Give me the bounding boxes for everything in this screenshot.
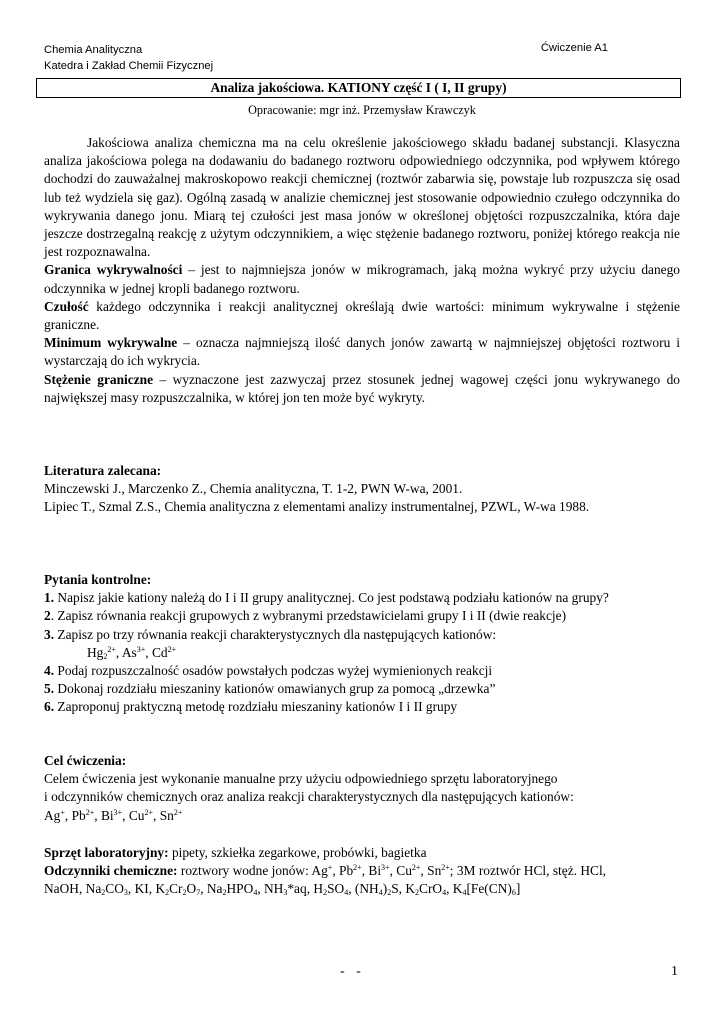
question-item (44, 589, 680, 607)
question-number: 4. (44, 663, 55, 679)
literature-section (44, 462, 680, 517)
ion-formula: $Cd^{2+}$ (151, 644, 177, 660)
definition-text: – wyznaczone jest zazwyczaj przez stosunek jednej wagowej części jonu wykrywanego do największej masy rozpuszczalnika, w której jon ten może być wykryty. (44, 371, 681, 405)
question-number: 5. (44, 681, 55, 697)
goal-section (44, 752, 680, 825)
ion-formula: $Cu^{2+}$ (396, 863, 421, 879)
definition-text: każdego odczynnika i reakcji analitycznej określają dwie wartości: minimum wykrywalne i stężenie graniczne. (44, 298, 680, 333)
literature-item: Lipiec T., Szmal Z.S., Chemia analityczna z elementami analizy instrumentalnej, PZWL, W-wa 1988. (44, 499, 590, 515)
question-ions: $Hg_2^{2+}$, $As^{3+}$, $Cd^{2+}$ (87, 644, 177, 661)
definition-text: – jest to najmniejsza jonów w mikrogramach, jaką można wykryć przy użyciu danego odczynnika w jednej kropli badanego roztworu. (44, 262, 680, 296)
ion-formula: $Hg_2^{2+}$ (87, 644, 116, 661)
definition-text: – oznacza najmniejszą ilość danych jonów zawartą w najmniejszej objętości roztworu i wystarczają do ich wykrycia. (44, 335, 680, 369)
definition-term: Stężenie graniczne (44, 371, 154, 387)
goal-heading: Cel ćwiczenia: (44, 753, 127, 768)
question-number: 1. (44, 590, 55, 606)
definition-limit-concentration (44, 371, 680, 407)
ion-formula: $Pb^{2+}$ (71, 807, 95, 823)
question-text: Napisz jakie kationy należą do I i II grupy analitycznej. Co jest podstawą podziału kationów na grupy? (54, 590, 609, 606)
reagent-formula: KI (134, 881, 149, 897)
definition-minimum (44, 334, 680, 370)
ion-formula: $As^{3+}$ (121, 644, 146, 660)
header-left (44, 42, 213, 74)
course-name: Chemia Analityczna (44, 44, 143, 56)
ion-formula: $Sn^{2+}$ (159, 807, 183, 823)
reagents-text-b: ; 3M roztwór HCl, stęż. HCl, (449, 863, 607, 879)
question-text: Dokonaj rozdziału mieszaniny kationów omawianych grup za pomocą „drzewka” (54, 681, 496, 697)
reagent-formula: $H_2SO_4$ (313, 881, 349, 898)
literature-heading: Literatura zalecana: (44, 463, 162, 478)
equipment-line (44, 844, 680, 862)
ion-formula: Ag+ (311, 863, 333, 879)
reagents-text: roztwory wodne jonów: (177, 863, 312, 879)
reagent-formula: $NH_3*aq$ (264, 881, 307, 898)
reagent-formula: NaOH (44, 881, 79, 897)
literature-item: Minczewski J., Marczenko Z., Chemia analityczna, T. 1-2, PWN W-wa, 2001. (44, 481, 463, 497)
question-number: 3. (44, 626, 55, 642)
definition-sensitivity (44, 298, 680, 334)
question-text: Zapisz po trzy równania reakcji charakterystycznych dla następujących kationów: (54, 626, 497, 642)
question-item (44, 626, 680, 644)
definition-term: Minimum wykrywalne (44, 335, 178, 351)
intro-paragraph: Jakościowa analiza chemiczna ma na celu określenie jakościowego składu badanej substancji. Klasyczna analiza jakościowa polega na dodawaniu do badanego roztworu odpowiedniego odczynnika, pod wpływem którego dochodzi do zauważalnej makroskopowo reakcji chemicznej (roztwór zabarwia się, powstaje lub rozpuszcza się osad lub też wydziela się gaz). Ogólną zasadą w analizie chemicznej jest stosowanie odpowiednio czułego odczynnika do wykrywania danego jonu. Miarą tej czułości jest masa jonów w określonej objętości rozpuszczalnika, która daje jeszcze dostrzegalną reakcję z użytym odczynnikiem, a więc stężenie badanego roztworu, poniżej którego reakcja nie jest rozpoznawalna. (44, 135, 680, 260)
equipment-label: Sprzęt laboratoryjny: (44, 845, 169, 860)
ion-formula: $Bi^{3+}$ (368, 863, 390, 879)
ion-formula: $Bi^{3+}$ (100, 807, 123, 823)
definition-term: Czułość (44, 298, 89, 314)
ion-formula: $Pb^{2+}$ (339, 863, 362, 879)
footer-marker: - - (340, 964, 365, 979)
goal-line: i odczynników chemicznych oraz analiza reakcji charakterystycznych dla następujących kationów: (44, 789, 574, 805)
goal-ions: Ag+, $Pb^{2+}$, $Bi^{3+}$, $Cu^{2+}$, $Sn^{2+}$ (44, 807, 183, 823)
question-text: . Zapisz równania reakcji grupowych z wybranymi przedstawicielami grupy I i II (dwie reakcje) (50, 608, 567, 624)
reagent-formula: $Na_2CO_3$ (85, 881, 128, 898)
question-text: Zaproponuj praktyczną metodę rozdziału mieszaniny kationów I i II grupy (54, 699, 458, 715)
reagents-label: Odczynniki chemiczne: (44, 863, 178, 879)
page-number: 1 (671, 964, 678, 979)
question-number: 6. (44, 699, 55, 715)
document-title: Analiza jakościowa. KATIONY część I ( I, II grupy) (36, 78, 681, 98)
reagent-formulas: NaOH, $Na_2CO_3$, KI, $K_2Cr_2O_7$, $Na_2HPO_4$, $NH_3*aq$, $H_2SO_4$, $(NH_4)_2S$, $K_2CrO_4$, $K_4[Fe(CN)_6]$ (44, 881, 521, 898)
questions-heading: Pytania kontrolne: (44, 572, 152, 587)
question-text: Podaj rozpuszczalność osadów powstałych podczas wyżej wymienionych reakcji (54, 663, 493, 679)
definition-detection-limit (44, 261, 680, 297)
reagent-formula: $Na_2HPO_4$ (206, 881, 258, 898)
question-item (44, 662, 680, 680)
definition-term: Granica wykrywalności (44, 262, 183, 278)
reagent-formula: $K_4[Fe(CN)_6]$ (452, 881, 521, 898)
question-number: 2 (44, 608, 51, 624)
ion-formula: Ag+ (44, 807, 65, 823)
department-name: Katedra i Zakład Chemii Fizycznej (44, 60, 214, 72)
reagent-formula: $K_2Cr_2O_7$ (155, 881, 201, 898)
question-item (44, 607, 680, 625)
ion-formula: $Cu^{2+}$ (128, 807, 153, 823)
author-line: Opracowanie: mgr inż. Przemysław Krawczyk (248, 103, 476, 117)
ion-formula: $Sn^{2+}$ (427, 863, 450, 879)
reagent-ions: Ag+, $Pb^{2+}$, $Bi^{3+}$, $Cu^{2+}$, $Sn^{2+}$ (311, 863, 450, 879)
goal-line: Celem ćwiczenia jest wykonanie manualne przy użyciu odpowiedniego sprzętu laboratoryjnego (44, 771, 558, 787)
reagents-line (44, 862, 680, 880)
question-item (44, 680, 680, 698)
reagent-formula: $(NH_4)_2S$ (354, 881, 399, 898)
intro-section (44, 134, 680, 407)
question-item (44, 698, 680, 716)
questions-section (44, 571, 680, 717)
exercise-label: Ćwiczenie A1 (540, 42, 608, 54)
equipment-text: pipety, szkiełka zegarkowe, probówki, bagietka (168, 845, 427, 860)
reagent-formula: $K_2CrO_4$ (405, 881, 447, 898)
materials-section (44, 844, 680, 899)
